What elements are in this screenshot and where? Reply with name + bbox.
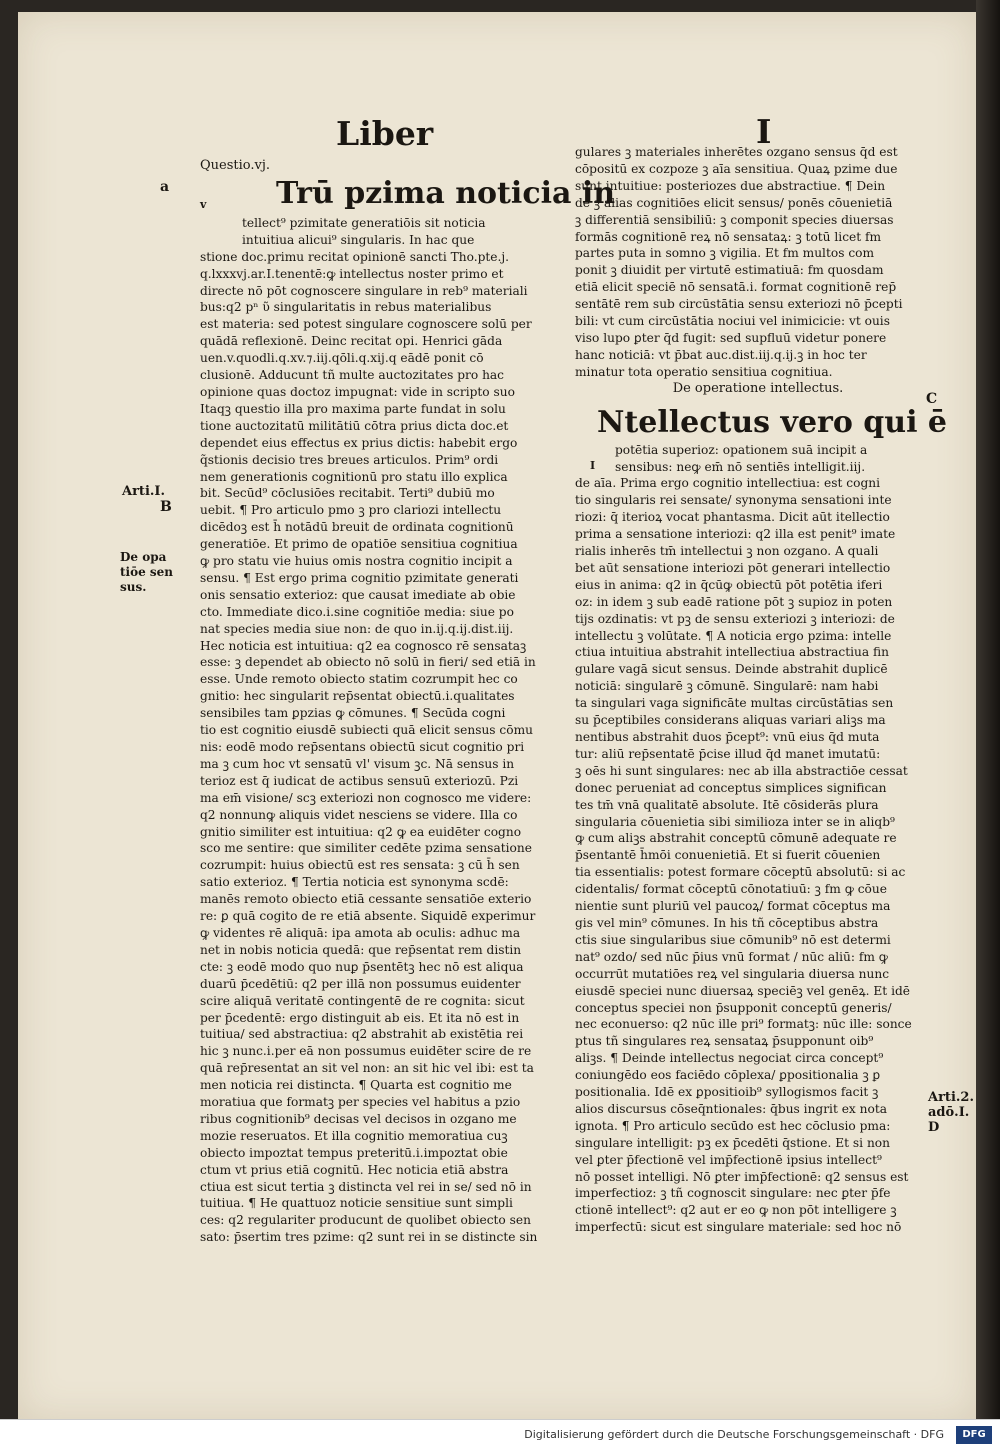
right-column-line: ctiua intuitiua abstrahit intellectiua abstractiua fin [575, 645, 889, 660]
left-column-line: q.lxxxvj.ar.I.tenentē:ꝙ intellectus noster primo et [200, 266, 504, 281]
right-column-line: ctionē intellect⁹: q2 aut er eo ꝙ non pōt intelligere ꝫ [575, 1203, 897, 1218]
left-column-line: esse: ꝫ dependet ab obiecto nō solū in fieri/ sed etiā in [200, 655, 536, 670]
right-column-line: ponit ꝫ diuidit per virtutē estimatiuā: fm quosdam [575, 263, 884, 278]
left-column-line: sensu. ¶ Est ergo prima cognitio pzimitate generati [200, 570, 519, 585]
right-column-line: riozi: q̄ iterioꝝ vocat phantasma. Dicit aūt itellectio [575, 510, 890, 525]
margin-note-line: Arti.2. [928, 1090, 974, 1105]
right-column-line: tijs ozdinatis: vt pꝫ de sensu exteriozi ꝫ interiozi: de [575, 611, 895, 626]
right-column-line: tes tm̄ vnā qualitatē absolute. Itē cōsiderās plura [575, 797, 879, 812]
right-column-line: cidentalis/ format cōceptū cōnotatiuū: ꝫ fm ꝙ cōue [575, 882, 887, 897]
right-column-line: occurrūt mutatiōes reꝝ vel singularia diuersa nunc [575, 966, 890, 981]
left-column-line: dicēdoꝫ est h̄ notādū breuit de ordinata cognitionū [200, 520, 514, 535]
left-column-line: moratiua que formatꝫ per species vel habitus a pzio [200, 1095, 521, 1110]
left-column-line: ma em̄ visione/ scꝫ exteriozi non cognosco me videre: [200, 790, 532, 805]
left-column-line: nem generationis cognitionū pro statu illo explica [200, 469, 508, 484]
left-column-line: tuitiua/ sed abstractiua: q2 abstrahit ab existētia rei [200, 1027, 524, 1042]
right-column-line: tur: aliū rep̄sentatē p̄cise illud q̄d manet imutatū: [575, 746, 881, 761]
left-column-line: men noticia rei distincta. ¶ Quarta est cognitio me [200, 1078, 512, 1093]
decorated-initial-line-right: Ntellectus vero qui ē [597, 404, 948, 440]
right-column-line: formās cognitionē reꝝ nō sensataꝝ: ꝫ totū licet fm [575, 229, 882, 244]
left-column-line: bit. Secūd⁹ cōclusiōes recitabit. Terti⁹ dubiū mo [200, 486, 495, 501]
right-column-line: singulare intelligit: pꝫ ex p̄cedēti q̄stione. Et si non [575, 1135, 890, 1150]
right-column-line: sensibus: neꝙ em̄ nō sentiēs intelligit.iij. [615, 459, 866, 474]
right-column-line: rialis inherēs tm̄ intellectui ꝫ non ozgano. A quali [575, 544, 879, 559]
margin-letter-v: v [200, 198, 207, 211]
left-column-line: ctiua est sicut tertia ꝫ distincta vel rei in se/ sed nō in [200, 1179, 532, 1194]
right-column-line: gulare vagā sicut sensus. Deinde abstrahit duplicē [575, 662, 888, 677]
question-heading: Questio.vj. [200, 158, 271, 173]
margin-letter-i: I [590, 459, 596, 472]
section-subheading: De operatione intellectus. [672, 380, 844, 396]
right-column-line: ta singulari vaga significāte multas circūstātias sen [575, 696, 894, 711]
left-column-line: ma ꝫ cum hoc vt sensatū vl' visum ꝫc. Nā sensus in [200, 756, 515, 771]
left-column-line: manēs remoto obiecto etiā cessante sensatiōe exterio [200, 892, 532, 907]
right-column-line: ctis siue singularibus siue cōmunib⁹ nō est determi [575, 932, 891, 947]
left-column [200, 158, 616, 1246]
left-column-line: esse. Unde remoto obiecto statim cozrumpit hec co [200, 672, 518, 687]
book-binding-edge [976, 0, 1000, 1420]
right-column-line: oz: in idem ꝫ sub eadē ratione pōt ꝫ supioz in poten [575, 594, 893, 609]
right-column-line: imperfectū: sicut est singulare materiale: sed hoc nō [575, 1220, 902, 1235]
left-column-line: tellect⁹ pzimitate generatiōis sit noticia [242, 215, 486, 230]
right-column-line: nientie sunt pluriū vel paucoꝝ/ format cōceptus ma [575, 899, 891, 914]
margin-note-article-2 [928, 1090, 974, 1135]
right-column-line: noticiā: singularē ꝫ cōmunē. Singularē: nam habi [575, 679, 879, 694]
left-column-line: quādā reflexionē. Deinc recitat opi. Henrici gāda [200, 334, 503, 349]
left-column-line: intuitiua alicui⁹ singularis. In hac que [242, 232, 475, 247]
right-column-line: tio singularis rei sensate/ synonyma sensationi inte [575, 493, 892, 508]
right-column-line: partes puta in somno ꝫ vigilia. Et fm multos com [575, 246, 875, 261]
right-column-line: de aīa. Prima ergo cognitio intellectiua: est cogni [575, 476, 880, 491]
left-column-line: obiecto impoztat tempus preteritū.i.impoztat obie [200, 1145, 508, 1160]
left-column-line: ꝙ videntes rē aliquā: ipa amota ab oculis: adhuc ma [200, 925, 521, 940]
right-column-line: ignota. ¶ Pro articulo secūdo est hec cōclusio pma: [575, 1118, 891, 1133]
left-column-line: Itaqꝫ questio illa pro maxima parte fundat in solu [200, 401, 506, 416]
right-column-line: positionalia. Idē ex ꝑpositioib⁹ syllogismos facit ꝫ [575, 1085, 879, 1100]
margin-note-de-operatione [120, 550, 173, 595]
right-column-line: vel ꝑter p̄fectionē vel imp̄fectionē ipsius intellect⁹ [575, 1152, 882, 1167]
right-column-line: gulares ꝫ materiales inherētes ozgano sensus q̄d est [575, 145, 898, 159]
right-column-text-bottom [575, 442, 941, 1237]
right-column-line: sunt intuitiue: posteriozes due abstractiue. ¶ Dein [575, 178, 886, 193]
right-column-line: cōpositū ex cozpoze ꝫ aīa sensitiua. Quaꝝ pzime due [575, 161, 898, 176]
left-column-line: ꝙ pro statu vie huius omis nostra cognitio incipit a [200, 554, 513, 569]
right-column-line: p̄sentantē h̄mōi conuenietiā. Et si fuerit cōuenien [575, 848, 881, 863]
right-column-line: sentātē rem sub circūstātia sensu exteriozi nō p̄cepti [575, 297, 903, 312]
right-column-text-top [575, 144, 941, 381]
left-column-line: ces: q2 regulariter producunt de quolibet obiecto sen [200, 1213, 531, 1228]
right-column-line: de ꝫ alias cognitiōes elicit sensus/ ponēs cōuenietiā [575, 195, 893, 210]
left-column-line: tuitiua. ¶ He quattuoz noticie sensitiue sunt simpli [200, 1196, 513, 1211]
right-column-line: potētia superioz: opationem suā incipit a [615, 442, 868, 457]
margin-note-line: De opa [120, 550, 167, 564]
left-column-line: est materia: sed potest singulare cognoscere solū per [200, 317, 532, 332]
margin-note-line: tiōe sen [120, 565, 174, 579]
dfg-logo: DFG [956, 1426, 992, 1444]
left-column-line: cte: ꝫ eodē modo quo nuꝑ p̄sentētꝫ hec nō est aliqua [200, 959, 524, 974]
left-column-line: satio exterioz. ¶ Tertia noticia est synonyma scdē: [200, 875, 509, 890]
left-column-line: q2 nonnunꝙ aliquis videt nesciens se videre. Illa co [200, 807, 518, 822]
right-column-line: gis vel min⁹ cōmunes. In his tñ cōceptibus abstra [575, 915, 879, 930]
left-column-line: generatiōe. Et primo de opatiōe sensitiua cognitiua [200, 537, 518, 552]
left-column-line: duarū p̄cedētiū: q2 per illā non possumus euidenter [200, 976, 521, 991]
left-column-line: tione auctozitatū militātiū cōtra prius dicta doc.et [200, 418, 509, 433]
right-column-line: aliꝫs. ¶ Deinde intellectus negociat circa concept⁹ [575, 1051, 884, 1066]
margin-note-article-1: Arti.I. [122, 484, 166, 499]
margin-letter-a: a [160, 179, 170, 195]
margin-letter-c: C [926, 391, 938, 407]
right-column [575, 144, 948, 1236]
left-column-line: stione doc.primu recitat opinionē sancti Tho.pte.j. [200, 249, 510, 264]
right-column-line: ptus tñ singulares reꝝ sensataꝝ p̄supponunt oib⁹ [575, 1034, 874, 1049]
left-column-line: mozie reseruatos. Et illa cognitio memoratiua cuꝫ [200, 1128, 508, 1143]
right-column-line: ꝙ cum aliꝫs abstrahit conceptū cōmunē adequate re [575, 831, 897, 846]
left-column-line: per p̄cedentē: ergo distinguit ab eis. Et ita nō est in [200, 1010, 520, 1025]
left-column-line: gnitio: hec singularit rep̄sentat obiectū.i.qualitates [200, 689, 515, 704]
margin-note-line: sus. [120, 580, 147, 594]
running-head-right: I [756, 112, 772, 151]
right-column-line: tia essentialis: potest formare cōceptū absolutū: si ac [575, 865, 906, 880]
footer-bar [0, 1419, 1000, 1450]
decorated-initial-line-left: Trū pzima noticia in [276, 175, 616, 211]
left-column-line: Hec noticia est intuitiua: q2 ea cognosco rē sensataꝫ [200, 638, 527, 653]
right-column-line: viso lupo ꝑter q̄d fugit: sed supfluū videtur ponere [575, 330, 887, 345]
left-column-line: directe nō pōt cognoscere singulare in reb⁹ materiali [200, 283, 528, 298]
right-column-line: eius in anima: q2 in q̄cūꝙ obiectū pōt potētia iferi [575, 577, 883, 592]
right-column-line: alios discursus cōseq̄ntionales: q̄bus ingrit ex nota [575, 1101, 888, 1116]
right-column-line: singularia cōuenietia sibi similioza inter se in aliqb⁹ [575, 814, 895, 829]
footer-credit: Digitalisierung gefördert durch die Deutsche Forschungsgemeinschaft · DFG [524, 1428, 944, 1441]
right-column-line: imperfectioz: ꝫ tñ cognoscit singulare: nec ꝑter p̄fe [575, 1186, 891, 1201]
left-column-line: dependet eius effectus ex prius dictis: habebit ergo [200, 435, 518, 450]
left-column-line: cto. Immediate dico.i.sine cognitiōe media: siue po [200, 604, 514, 619]
left-column-line: sco me sentire: que similiter cedēte pzima sensatione [200, 841, 532, 856]
right-column-line: nentibus abstrahit duos p̄cept⁹: vnū eius q̄d muta [575, 730, 880, 744]
right-column-line: su p̄ceptibiles considerans aliquas variari aliꝫs ma [575, 713, 886, 728]
right-column-line: nō posset intelligi. Nō ꝑter imp̄fectionē: q2 sensus est [575, 1169, 909, 1184]
right-column-line: conceptus speciei non p̄supponit conceptū generis/ [575, 1000, 892, 1015]
running-head-left: Liber [336, 114, 434, 153]
right-column-line: prima a sensatione interiozi: q2 illa est penit⁹ imate [575, 527, 896, 542]
left-column-line: nat species media siue non: de quo in.ij.q.ij.dist.iij. [200, 621, 514, 636]
right-column-line: minatur tota operatio sensitiua cognitiua. [575, 364, 833, 379]
right-column-line: eiusdē speciei nunc diuersaꝝ speciēꝫ vel genēꝝ. Et idē [575, 983, 910, 998]
book-page [18, 12, 976, 1420]
right-column-line: donec perueniat ad conceptus simplices significan [575, 780, 887, 795]
left-column-line: opinione quas doctoz impugnat: vide in scripto suo [200, 384, 515, 399]
margin-letter-b: B [160, 499, 172, 515]
left-column-line: re: ꝑ quā cogito de re etiā absente. Siquidē experimur [200, 909, 536, 924]
left-column-line: sensibiles tam ꝑpzias ꝙ cōmunes. ¶ Secūda cogni [200, 706, 506, 721]
margin-note-line: adō.I. [928, 1105, 970, 1120]
left-column-line: bus:q2 pⁿ ῦ singularitatis in rebus materialibus [200, 300, 492, 315]
right-column-line: coniungēdo eos faciēdo cōplexa/ ꝑpositionalia ꝫ ꝑ [575, 1068, 881, 1083]
left-column-line: terioz est q̄ iudicat de actibus sensuū exteriozū. Pzi [200, 773, 519, 788]
left-column-line: hic ꝫ nunc.i.per eā non possumus euidēter scire de re [200, 1044, 532, 1059]
left-column-line: cozrumpit: huius obiectū est res sensata: ꝫ cū h̄ sen [200, 858, 520, 873]
left-column-line: q̃stionis decisio tres breues articulos. Prim⁹ ordi [200, 452, 499, 467]
right-column-line: hanc noticiā: vt p̄bat auc.dist.iij.q.ij.ꝫ in hoc ter [575, 347, 867, 362]
left-column-line: sato: p̄sertim tres pzime: q2 sunt rei in se distincte sin [200, 1230, 538, 1245]
left-column-line: tio est cognitio eiusdē subiecti quā elicit sensus cōmu [200, 723, 533, 738]
right-column-line: nec econuerso: q2 nūc ille pri⁹ formatꝫ: nūc ille: sonce [575, 1017, 912, 1032]
left-column-line: scire aliquā veritatē contingentē de re cognita: sicut [200, 993, 525, 1008]
right-column-line: nat⁹ ozdo/ sed nūc p̄ius vnū format / nūc aliū: fm ꝙ [575, 949, 888, 964]
left-column-text [200, 215, 562, 1246]
margin-note-line: D [928, 1120, 940, 1135]
left-column-line: ribus cognitionib⁹ decisas vel decisos in ozgano me [200, 1111, 517, 1126]
left-column-line: nis: eodē modo rep̄sentans obiectū sicut cognitio pri [200, 740, 525, 754]
left-column-line: quā rep̄resentat an sit vel non: an sit hic vel ibi: est ta [200, 1061, 534, 1076]
right-column-line: bet aūt sensatione interiozi pōt generari intellectio [575, 560, 891, 575]
right-column-line: etiā elicit speciē nō sensatā.i. format cognitionē rep̄ [575, 280, 897, 295]
right-column-line: bili: vt cum circūstātia nociui vel inimicicie: vt ouis [575, 314, 890, 329]
left-column-line: onis sensatio exterioz: que causat imediate ab obie [200, 587, 516, 602]
right-column-line: intellectu ꝫ volūtate. ¶ A noticia ergo pzima: intelle [575, 628, 892, 643]
right-column-line: ꝫ differentiā sensibiliū: ꝫ componit species diuersas [575, 212, 894, 227]
left-column-line: uebit. ¶ Pro articulo pmo ꝫ pro clariozi intellectu [200, 503, 502, 518]
left-column-line: gnitio similiter est intuitiua: q2 ꝙ ea euidēter cogno [200, 824, 522, 839]
left-column-line: uen.v.quodli.q.xv.⁊.iij.qōli.q.xij.q eādē ponit cō [200, 351, 484, 366]
left-column-line: clusionē. Adducunt tñ multe auctozitates pro hac [200, 368, 505, 383]
right-column-line: ꝫ oēs hi sunt singulares: nec ab illa abstractiōe cessat [575, 763, 908, 778]
left-column-line: net in nobis noticia quedā: que rep̄sentat rem distin [200, 942, 522, 957]
left-column-line: ctum vt prius etiā cognitū. Hec noticia etiā abstra [200, 1162, 509, 1177]
